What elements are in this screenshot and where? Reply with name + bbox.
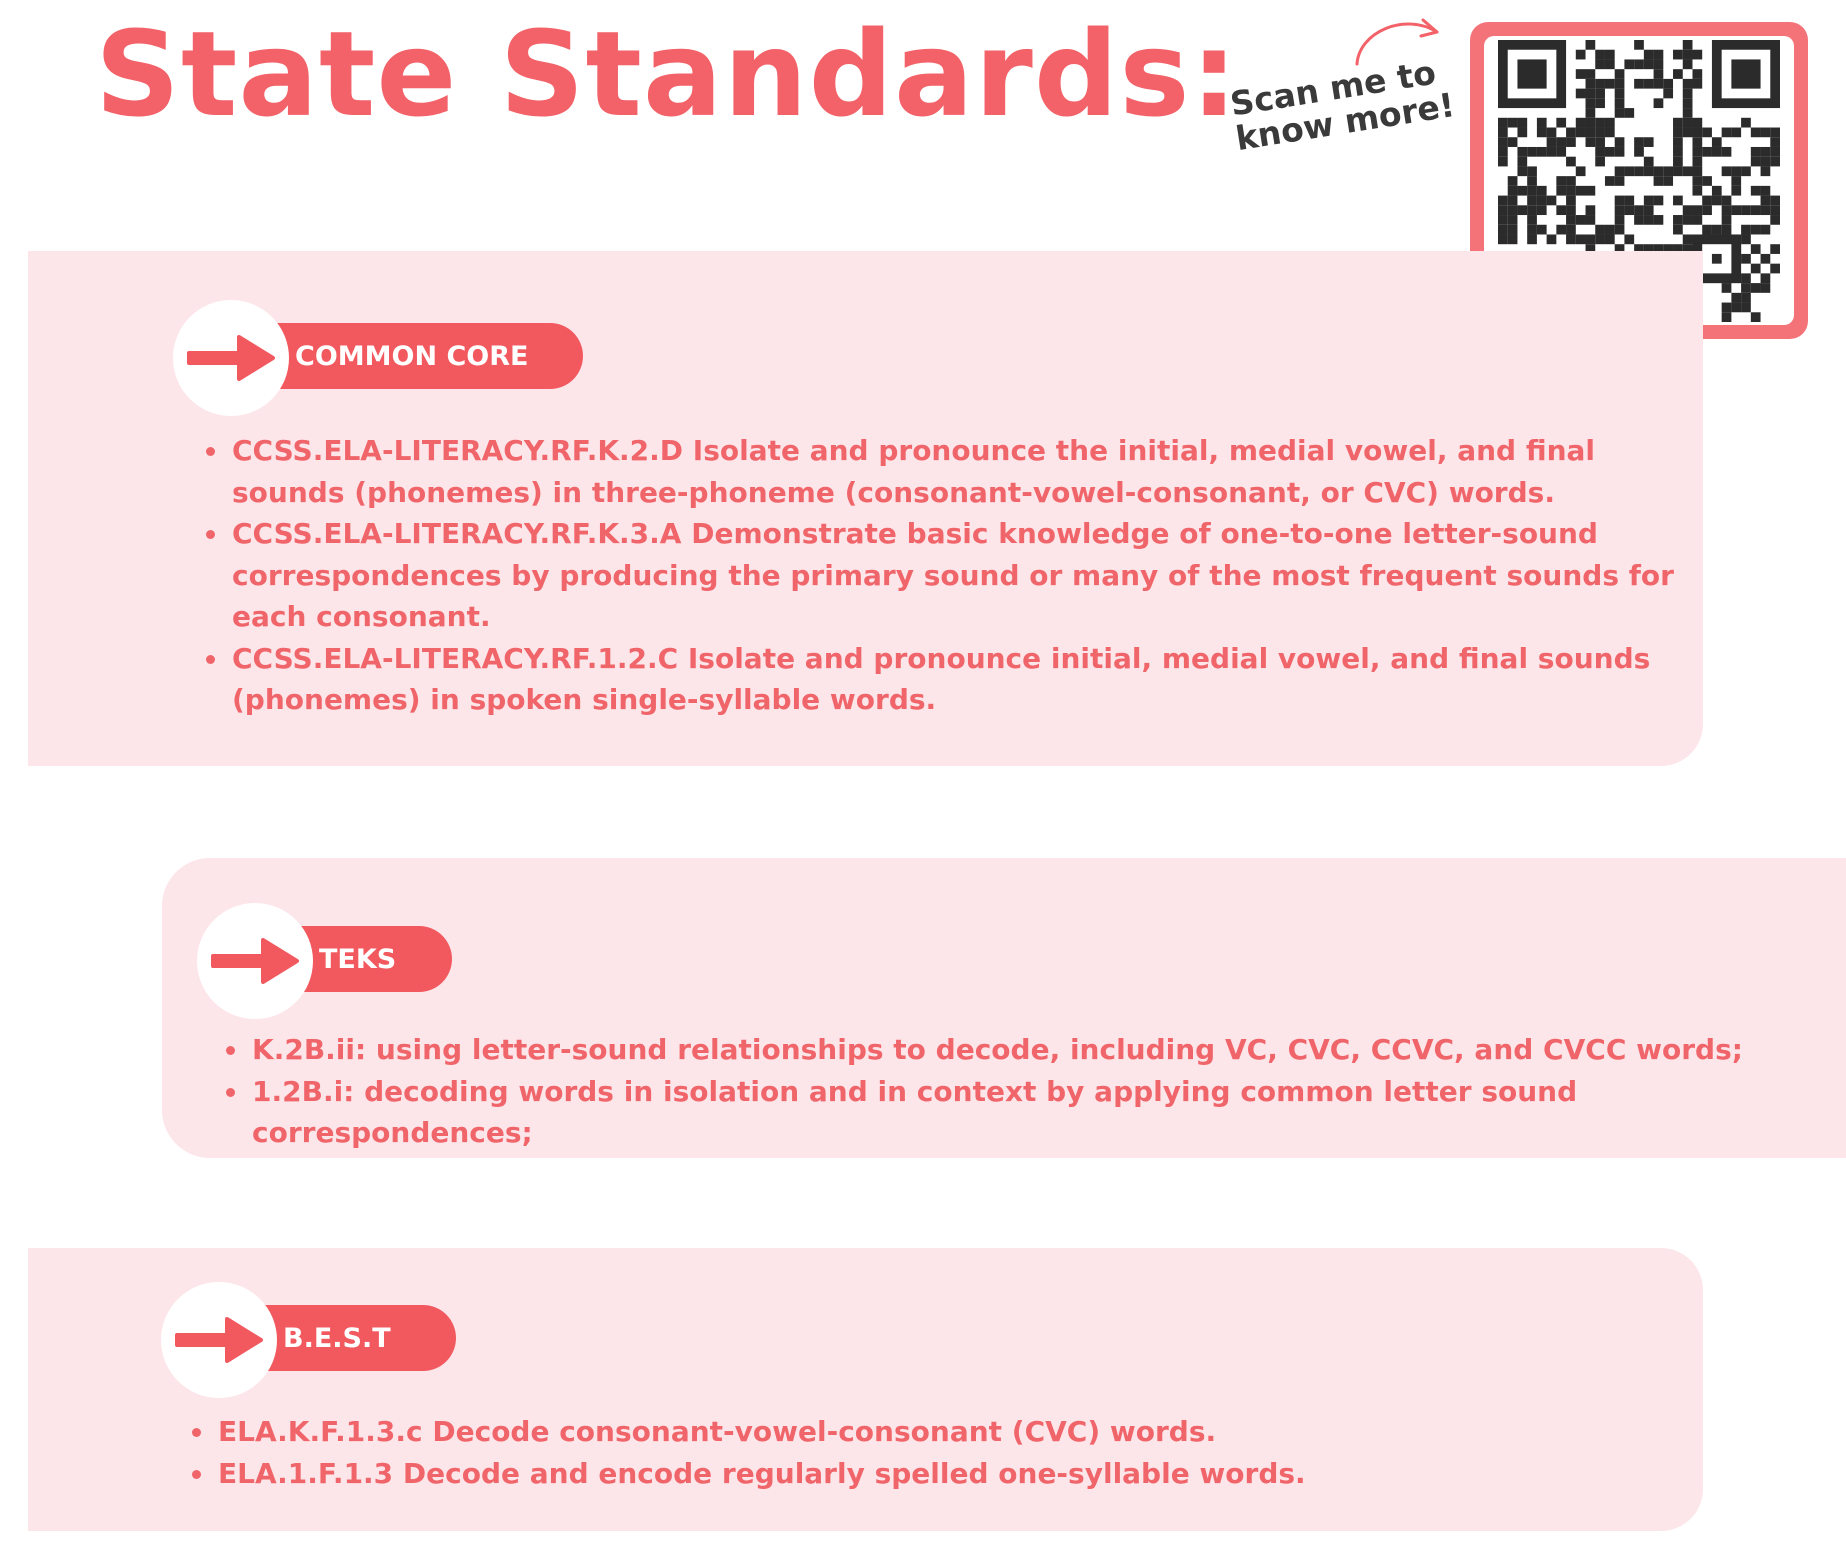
best-list (186, 1411, 1696, 1494)
list-item: • ELA.1.F.1.3 Decode and encode regularly spelled one-syllable words. (216, 1453, 1696, 1495)
circle (161, 1282, 277, 1398)
teks-badge (197, 903, 452, 1021)
list-item: • CCSS.ELA-LITERACY.RF.K.2.D Isolate and pronounce the initial, medial vowel, and final sounds (phonemes) in three-phoneme (consonant-vowel-consonant, or CVC) words. (230, 430, 1710, 513)
circle (173, 300, 289, 416)
list-item: • CCSS.ELA-LITERACY.RF.1.2.C Isolate and pronounce initial, medial vowel, and final sounds (phonemes) in spoken single-syllable words. (230, 638, 1710, 721)
circle (197, 903, 313, 1019)
teks-label: TEKS (297, 926, 452, 992)
best-badge (161, 1282, 456, 1400)
common-core-label: COMMON CORE (273, 323, 583, 389)
page-title: State Standards: (95, 5, 1239, 143)
common-core-badge (173, 300, 583, 418)
list-item: • CCSS.ELA-LITERACY.RF.K.3.A Demonstrate basic knowledge of one-to-one letter-sound correspondences by producing the primary sound or many of the most frequent sounds for each consonant. (230, 513, 1710, 638)
arrow-right-icon (209, 934, 301, 988)
teks-card (162, 858, 1846, 1158)
list-item: • K.2B.ii: using letter-sound relationships to decode, including VC, CVC, CCVC, and CVCC words; (250, 1029, 1846, 1071)
arrow-right-icon (173, 1313, 265, 1367)
list-item: • 1.2B.i: decoding words in isolation and in context by applying common letter sound correspondences; (250, 1071, 1846, 1154)
best-card (28, 1248, 1703, 1531)
scan-caption: Scan me to know more! (1227, 52, 1458, 158)
teks-list (220, 1029, 1846, 1154)
arrow-right-icon (185, 331, 277, 385)
common-core-card (28, 251, 1703, 766)
list-item: • ELA.K.F.1.3.c Decode consonant-vowel-consonant (CVC) words. (216, 1411, 1696, 1453)
best-label: B.E.S.T (261, 1305, 456, 1371)
common-core-list (200, 430, 1710, 721)
